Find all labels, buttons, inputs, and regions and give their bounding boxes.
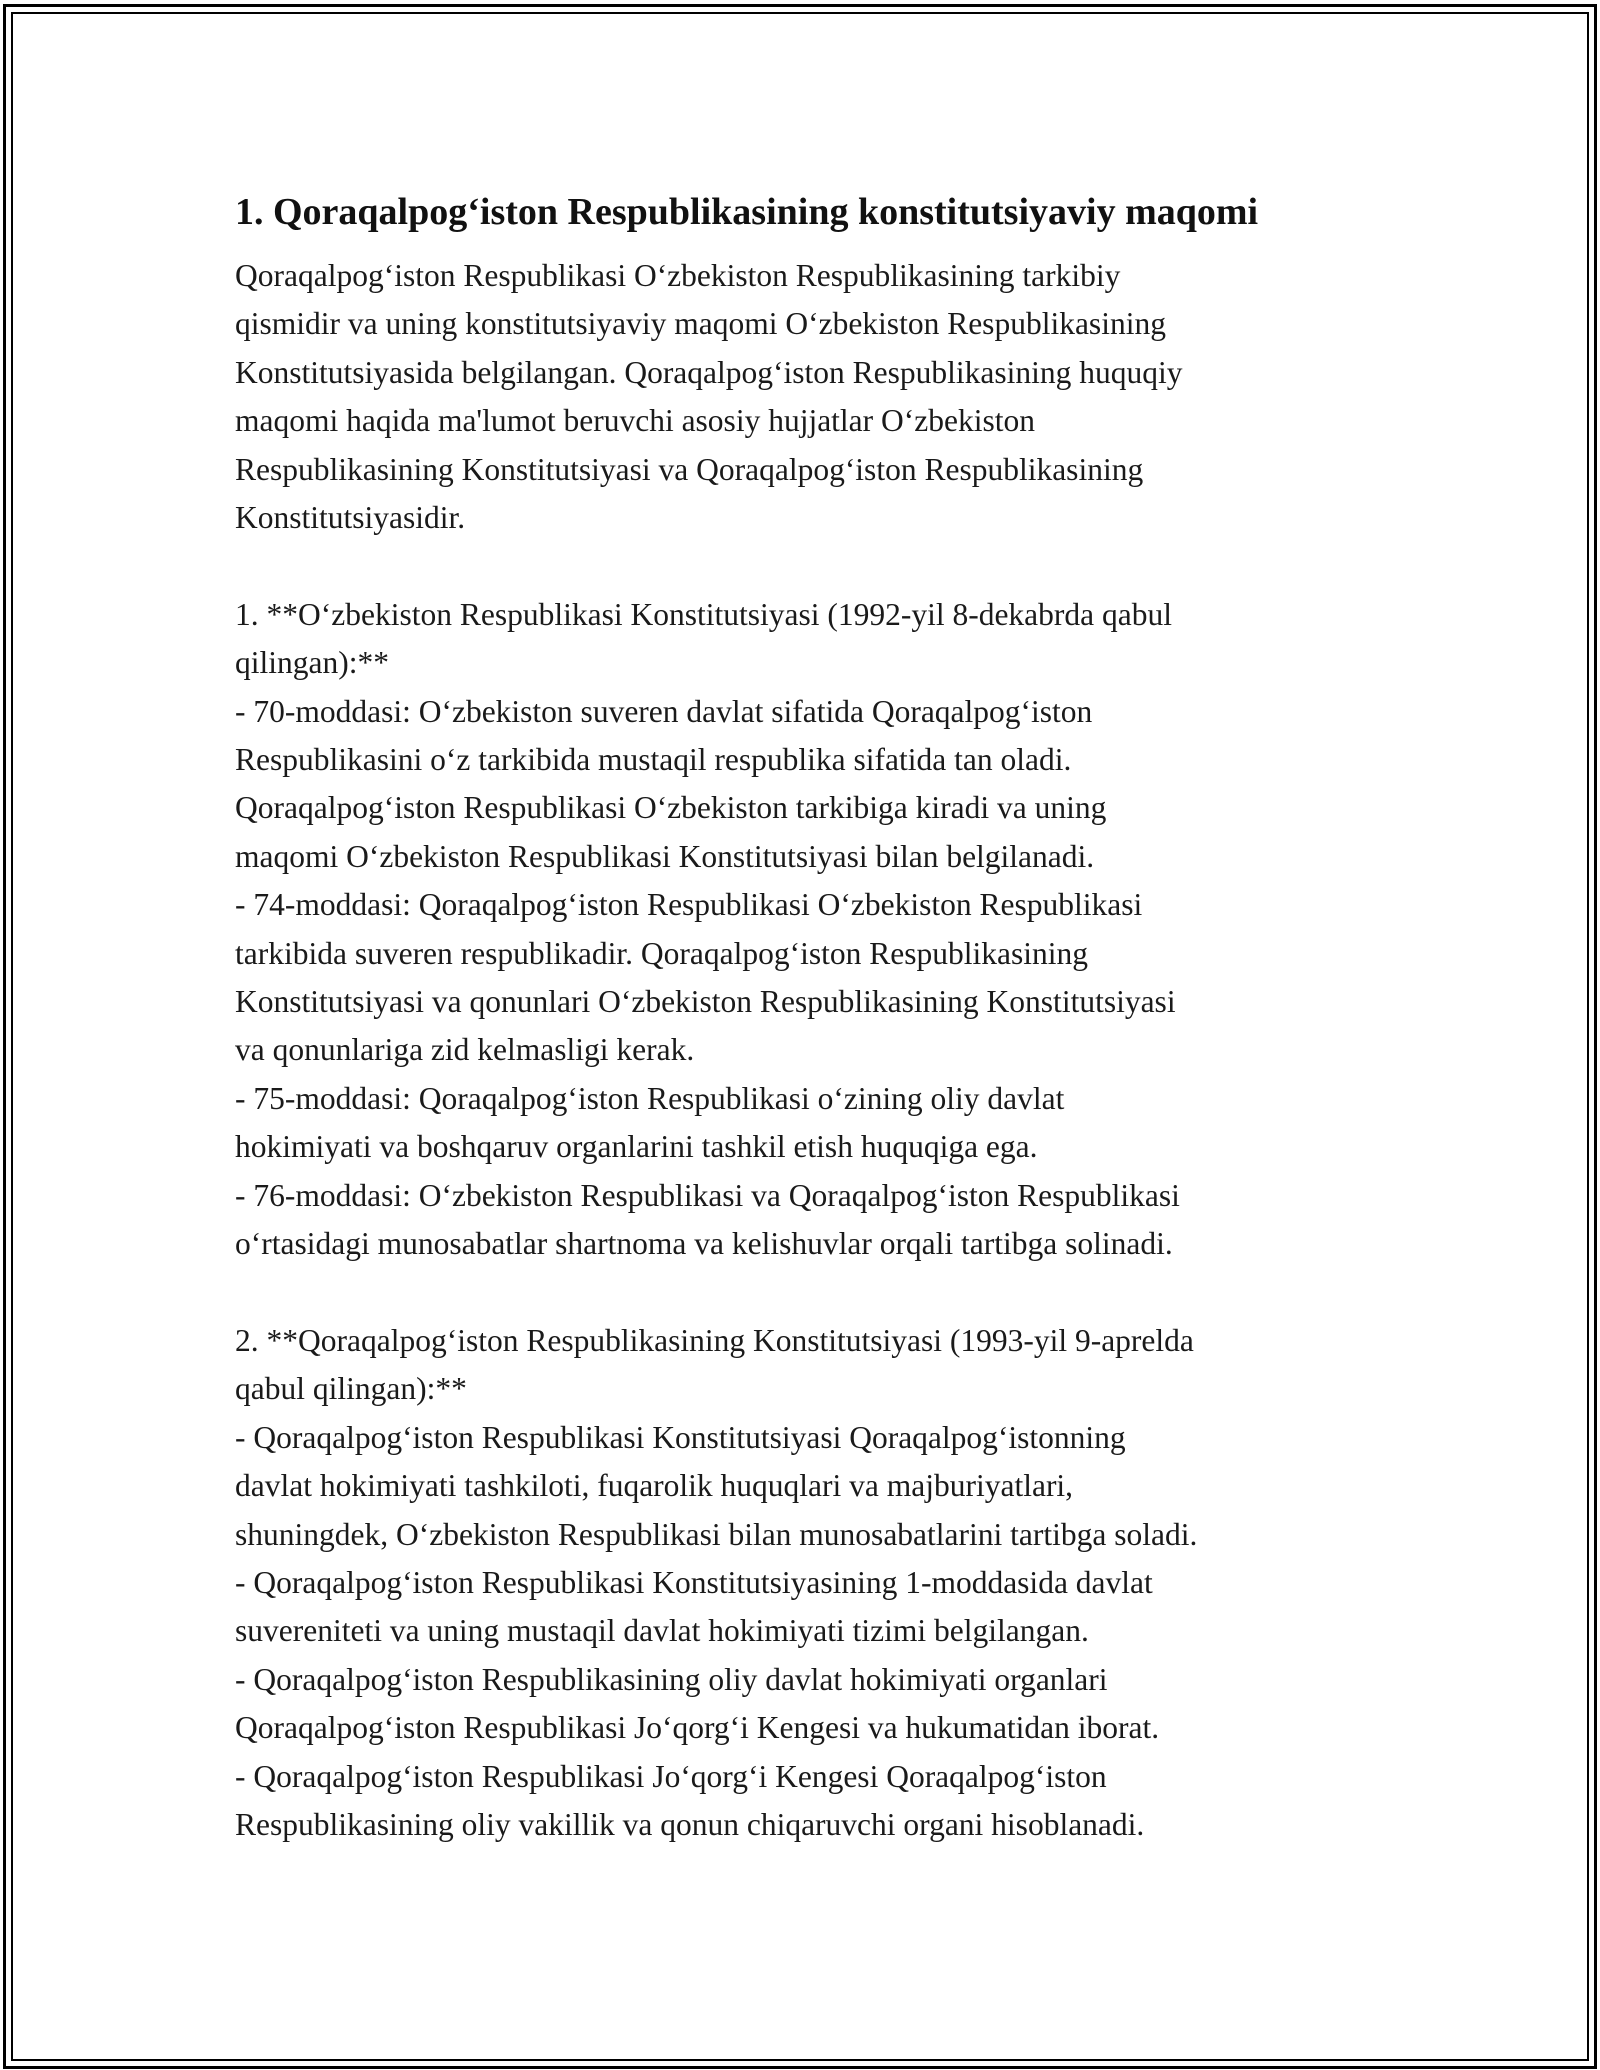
page-title: 1. Qoraqalpog‘iston Respublikasining konstitutsiyaviy maqomi	[235, 191, 1259, 233]
section-2-item-4: - Qoraqalpog‘iston Respublikasi Jo‘qorg‘i Kengesi Qoraqalpog‘iston Respublikasining oliy vakillik va qonun chiqaruvchi organi hisoblanadi.	[235, 1758, 1145, 1842]
section-1-heading: 1. **O‘zbekiston Respublikasi Konstitutsiyasi (1992-yil 8-dekabrda qabul qilingan):**	[235, 596, 1172, 681]
section-1-item-75: - 75-moddasi: Qoraqalpog‘iston Respublikasi o‘zining oliy davlat hokimiyati va boshqaruv organlarini tashkil etish huquqiga ega.	[235, 1080, 1065, 1165]
paragraph-gap	[235, 1269, 1385, 1317]
section-2-item-2: - Qoraqalpog‘iston Respublikasi Konstitutsiyasining 1-moddasida davlat suvereniteti va uning mustaqil davlat hokimiyati tizimi belgilangan.	[235, 1564, 1153, 1649]
section-2-heading: 2. **Qoraqalpog‘iston Respublikasining Konstitutsiyasi (1993-yil 9-aprelda qabul qilingan):**	[235, 1322, 1194, 1407]
paragraph-gap	[235, 542, 1385, 590]
section-1-item-76: - 76-moddasi: O‘zbekiston Respublikasi va Qoraqalpog‘iston Respublikasi o‘rtasidagi munosabatlar shartnoma va kelishuvlar orqali tartibga solinadi.	[235, 1177, 1180, 1262]
section-2-item-3: - Qoraqalpog‘iston Respublikasining oliy davlat hokimiyati organlari Qoraqalpog‘iston Respublikasi Jo‘qorg‘i Kengesi va hukumatidan iborat.	[235, 1661, 1160, 1746]
document-body	[235, 186, 1385, 1849]
section-1-item-70: - 70-moddasi: O‘zbekiston suveren davlat sifatida Qoraqalpog‘iston Respublikasini o‘z tarkibida mustaqil respublika sifatida tan oladi. Qoraqalpog‘iston Respublikasi O‘zbekiston tarkibiga kiradi va uning maqomi O‘zbekiston Respublikasi Konstitutsiyasi bilan belgilanadi.	[235, 693, 1107, 874]
section-2-item-1: - Qoraqalpog‘iston Respublikasi Konstitutsiyasi Qoraqalpog‘istonning davlat hokimiyati tashkiloti, fuqarolik huquqlari va majburiyatlari, shuningdek, O‘zbekiston Respublikasi bilan munosabatlarini tartibga soladi.	[235, 1419, 1198, 1552]
intro-paragraph: Qoraqalpog‘iston Respublikasi O‘zbekiston Respublikasining tarkibiy qismidir va uning konstitutsiyaviy maqomi O‘zbekiston Respublikasining Konstitutsiyasida belgilangan. Qoraqalpog‘iston Respublikasining huquqiy maqomi haqida ma'lumot beruvchi asosiy hujjatlar O‘zbekiston Respublikasining Konstitutsiyasi va Qoraqalpog‘iston Respublikasining Konstitutsiyasidir.	[235, 258, 1183, 536]
section-1-item-74: - 74-moddasi: Qoraqalpog‘iston Respublikasi O‘zbekiston Respublikasi tarkibida suveren respublikadir. Qoraqalpog‘iston Respublikasining Konstitutsiyasi va qonunlari O‘zbekiston Respublikasining Konstitutsiyasi va qonunlariga zid kelmasligi kerak.	[235, 887, 1176, 1068]
